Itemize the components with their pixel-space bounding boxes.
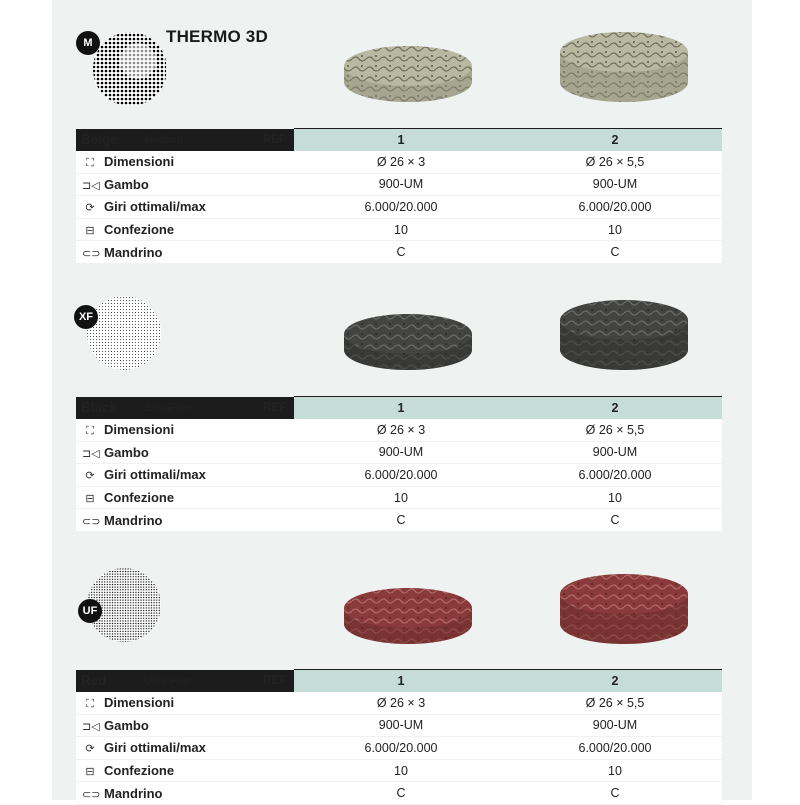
row-label: Dimensioni [104,421,175,437]
variant-grit: Medium [144,133,184,146]
cell-value: 6.000/20.000 [294,464,508,487]
cell-value: C [294,782,508,805]
expand-corners-icon: ⛶ [86,156,94,169]
spec-table [76,128,722,264]
row-label: Confezione [104,222,175,238]
spec-table-header [76,670,722,693]
spec-row-giri [76,464,722,487]
spec-row-gambo [76,714,722,737]
spec-row-dimensioni [76,692,722,714]
shank-icon: ⊐◁ [82,447,100,460]
cell-value: 900-UM [294,173,508,196]
disc-5-5mm-image [554,30,694,110]
row-label: Mandrino [104,785,163,801]
row-label: Mandrino [104,512,163,528]
grit-dot-pattern [80,293,166,379]
cell-value: C [508,241,722,264]
ref-column-2: 2 [508,670,722,693]
variant-color-name: Red [81,672,107,688]
shank-icon: ⊐◁ [82,179,100,192]
variant-grit: ExtraFine [144,401,192,414]
cell-value: C [508,509,722,532]
ref-label: REF [263,401,286,414]
spec-table [76,669,722,805]
grade-indicator [80,25,166,111]
disc-3mm-image [338,44,478,110]
grade-indicator [80,293,166,379]
spec-row-gambo [76,441,722,464]
mandrel-icon: ⊂⊃ [82,247,101,260]
spec-row-dimensioni [76,419,722,441]
spec-row-giri [76,196,722,219]
cell-value: 6.000/20.000 [294,196,508,219]
row-label: Giri ottimali/max [104,467,206,483]
disc-5-5mm-image [554,298,694,378]
row-label: Giri ottimali/max [104,199,206,215]
variant-color-name: Beige [81,131,118,147]
package-icon: ⊟ [85,766,95,779]
ref-label: REF [263,133,286,146]
ref-column-1: 1 [294,129,508,152]
cell-value: 900-UM [508,714,722,737]
spec-row-confezione [76,486,722,509]
disc-5-5mm-image [554,572,694,652]
spec-row-confezione [76,759,722,782]
product-title: THERMO 3D [166,27,268,46]
variant-color-name: Black [81,399,118,415]
cell-value: 900-UM [508,441,722,464]
cell-value: Ø 26 × 5,5 [508,151,722,173]
disc-3mm-image [338,586,478,652]
cell-value: 6.000/20.000 [294,737,508,760]
cell-value: C [294,509,508,532]
ref-column-2: 2 [508,129,722,152]
ref-column-1: 1 [294,397,508,420]
package-icon: ⊟ [85,225,95,238]
cell-value: Ø 26 × 3 [294,151,508,173]
cell-value: Ø 26 × 5,5 [508,692,722,714]
spec-row-giri [76,737,722,760]
mandrel-icon: ⊂⊃ [82,515,101,528]
row-label: Gambo [104,444,149,460]
ref-column-2: 2 [508,397,722,420]
rotation-icon: ⟳ [85,470,95,483]
cell-value: 900-UM [508,173,722,196]
cell-value: C [508,782,722,805]
rotation-icon: ⟳ [85,202,95,215]
package-icon: ⊟ [85,493,95,506]
row-label: Mandrino [104,244,163,260]
rotation-icon: ⟳ [85,743,95,756]
cell-value: C [294,241,508,264]
grade-badge: M [76,31,100,55]
expand-corners-icon: ⛶ [86,697,94,710]
expand-corners-icon: ⛶ [86,424,94,437]
cell-value: 6.000/20.000 [508,464,722,487]
cell-value: Ø 26 × 3 [294,419,508,441]
cell-value: 900-UM [294,441,508,464]
row-label: Dimensioni [104,694,175,710]
grade-indicator [80,565,166,651]
cell-value: 10 [508,218,722,241]
spec-table [76,396,722,532]
spec-row-confezione [76,218,722,241]
cell-value: 6.000/20.000 [508,737,722,760]
grade-badge: XF [74,305,98,329]
spec-row-gambo [76,173,722,196]
cell-value: 10 [294,218,508,241]
spec-row-mandrino [76,509,722,532]
spec-row-mandrino [76,782,722,805]
variant-header [76,397,294,420]
variant-grit: Ultra Fine [144,674,192,687]
mandrel-icon: ⊂⊃ [82,788,101,801]
catalog-page [52,0,752,800]
cell-value: 10 [508,759,722,782]
cell-value: 10 [294,486,508,509]
row-label: Gambo [104,717,149,733]
ref-label: REF [263,674,286,687]
row-label: Giri ottimali/max [104,740,206,756]
ref-column-1: 1 [294,670,508,693]
cell-value: 6.000/20.000 [508,196,722,219]
variant-header [76,670,294,693]
disc-3mm-image [338,312,478,378]
grade-badge: UF [78,599,102,623]
cell-value: Ø 26 × 3 [294,692,508,714]
row-label: Confezione [104,490,175,506]
spec-table-header [76,397,722,420]
variant-header [76,129,294,152]
cell-value: 10 [508,486,722,509]
cell-value: 10 [294,759,508,782]
row-label: Confezione [104,763,175,779]
cell-value: Ø 26 × 5,5 [508,419,722,441]
row-label: Gambo [104,176,149,192]
spec-row-dimensioni [76,151,722,173]
spec-table-header [76,129,722,152]
cell-value: 900-UM [294,714,508,737]
shank-icon: ⊐◁ [82,720,100,733]
row-label: Dimensioni [104,153,175,169]
spec-row-mandrino [76,241,722,264]
